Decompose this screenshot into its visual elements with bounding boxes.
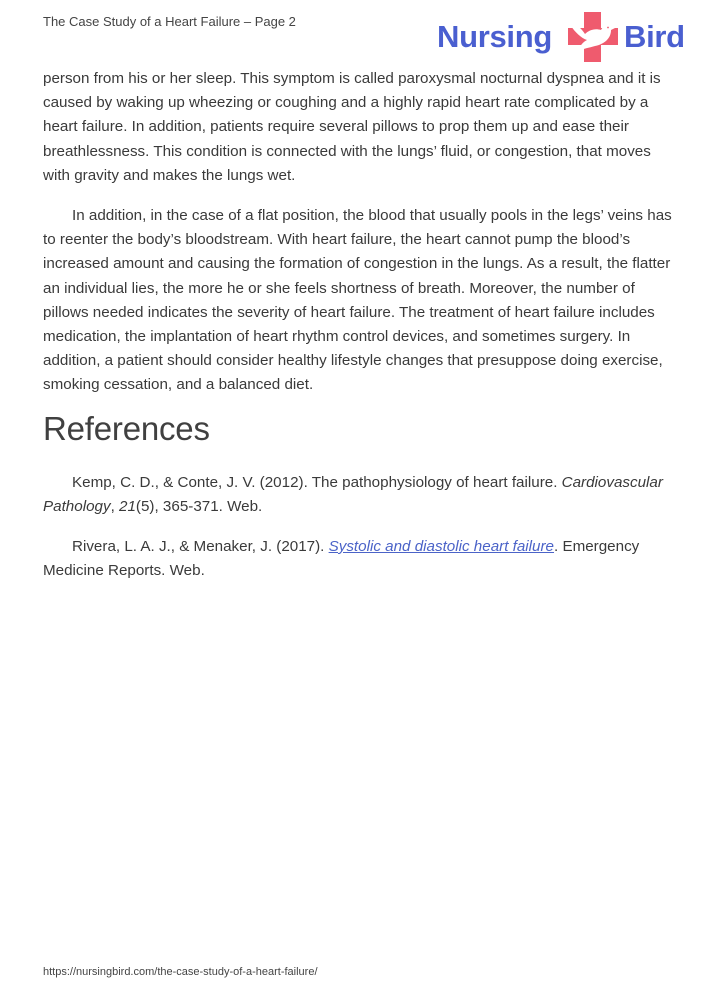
- reference-item: [43, 535, 673, 583]
- references-heading: References: [43, 410, 210, 447]
- reference-link[interactable]: Systolic and diastolic heart failure: [328, 538, 555, 555]
- paragraph-text: person from his or her sleep. This symptom is called paroxysmal nocturnal dyspnea and it is caused by waking up wheezing or coughing and a highly rapid heart rate complicated by a heart failure. In addition, patients require several pillows to prop them up and ease their breathlessness. This condition is connected with the lungs’ fluid, or congestion, that moves with gravity and makes the lungs wet.: [43, 70, 661, 184]
- logo-word-bird: Bird: [624, 19, 685, 54]
- footer-url: https://nursingbird.com/the-case-study-of-a-heart-failure/: [43, 966, 318, 978]
- reference-separator: ,: [110, 498, 120, 516]
- reference-authors: Rivera, L. A. J., & Menaker, J. (2017).: [72, 538, 329, 555]
- paragraph-text: In addition, in the case of a flat position, the blood that usually pools in the legs’ veins has to reenter the body’s bloodstream. With heart failure, the heart cannot pump the blood’s increased amount and causing the formation of congestion in the lungs. As a result, the flatter an individual lies, the more he or she feels shortness of breath. Moreover, the number of pillows needed indicates the severity of heart failure. The treatment of heart failure includes medication, the implantation of heart rhythm control devices, and sometimes surgery. In addition, a patient should consider healthy lifestyle changes that presuppose doing exercise, smoking cessation, and a balanced diet.: [43, 207, 672, 394]
- reference-source: . Emergency Medicine Reports. Web.: [43, 538, 640, 580]
- logo-word-nursing: Nursing: [437, 19, 553, 54]
- cross-dove-icon: [565, 12, 621, 62]
- reference-volume: 21: [119, 498, 136, 516]
- reference-item: [43, 471, 673, 519]
- page-header-title: The Case Study of a Heart Failure – Page 2: [43, 14, 296, 29]
- reference-pages: (5), 365-371. Web.: [135, 498, 263, 516]
- nursingbird-logo[interactable]: [437, 12, 691, 60]
- dove-eye: [607, 27, 609, 29]
- body-paragraph-2: [43, 204, 673, 398]
- reference-authors-title: Kemp, C. D., & Conte, J. V. (2012). The pathophysiology of heart failure.: [72, 474, 562, 491]
- reference-journal: Cardiovascular Pathology: [43, 474, 663, 516]
- body-paragraph-1: [43, 67, 673, 188]
